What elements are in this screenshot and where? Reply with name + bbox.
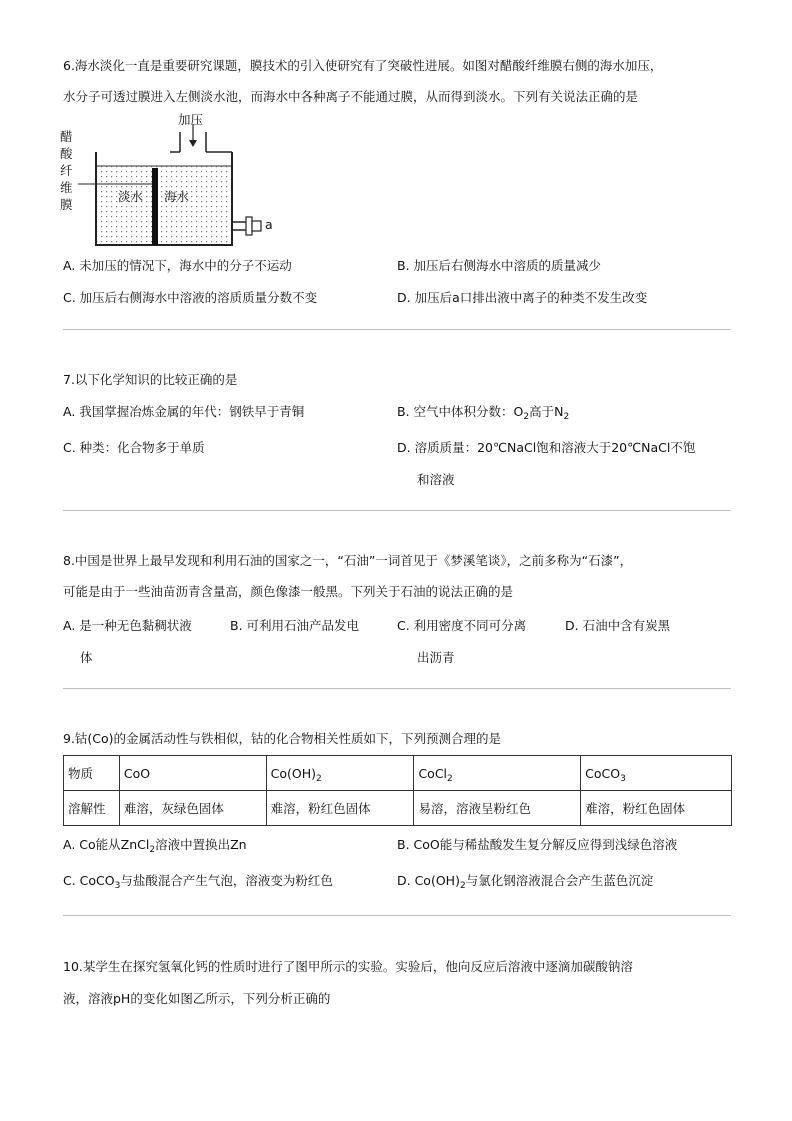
- q10-stem-line2: 液，溶液pH的变化如图乙所示，下列分析正确的: [63, 991, 331, 1006]
- divider: [63, 915, 731, 916]
- membrane-label-char: 膜: [60, 197, 73, 212]
- tank-drawing: [60, 110, 300, 250]
- q6-option-a: A. 未加压的情况下，海水中的分子不运动: [63, 258, 292, 273]
- table-cell: 溶解性: [64, 791, 120, 826]
- table-header-row: [64, 756, 732, 791]
- outlet-pipe: [232, 222, 246, 230]
- membrane-label-char: 纤: [60, 163, 73, 178]
- q7-stem: 7.以下化学知识的比较正确的是: [63, 372, 238, 387]
- table-cell: CoO: [119, 756, 266, 791]
- table-cell: 物质: [64, 756, 120, 791]
- membrane-label-char: 维: [60, 180, 73, 195]
- outlet-valve-cap: [252, 221, 261, 231]
- table-cell: CoCl$_2$: [414, 756, 581, 791]
- table-cell: 易溶，溶液呈粉红色: [414, 791, 581, 826]
- table-cell: 难溶，粉红色固体: [581, 791, 732, 826]
- fresh-water-label: 淡水: [118, 189, 144, 204]
- divider: [63, 329, 731, 330]
- q7-option-c: C. 种类：化合物多于单质: [63, 440, 205, 455]
- q9-stem: 9.钴(Co)的金属活动性与铁相似，钴的化合物相关性质如下，下列预测合理的是: [63, 731, 502, 746]
- table-cell: CoCO$_3$: [581, 756, 732, 791]
- q8-option-b: B. 可利用石油产品发电: [230, 618, 360, 633]
- q7-option-b: B. 空气中体积分数：$O_2$高于$N_2$: [397, 404, 570, 422]
- q8-option-c-line1: C. 利用密度不同可分离: [397, 618, 527, 633]
- q10-stem-line1: 10.某学生在探究氢氧化钙的性质时进行了图甲所示的实验。实验后，他向反应后溶液中逐滴加碳酸钠溶: [63, 959, 633, 974]
- desalination-diagram: [60, 110, 300, 250]
- q9-option-a: A. Co能从ZnCl$_2$溶液中置换出Zn: [63, 837, 247, 855]
- q8-option-a-line2: 体: [80, 650, 93, 665]
- divider: [63, 510, 731, 511]
- table-cell: 难溶，灰绿色固体: [119, 791, 266, 826]
- divider: [63, 688, 731, 689]
- table-row: [64, 791, 732, 826]
- q8-option-c-line2: 出沥青: [417, 650, 455, 665]
- outlet-valve: [246, 217, 252, 235]
- table-cell: 难溶，粉红色固体: [266, 791, 414, 826]
- q9-option-b: B. CoO能与稀盐酸发生复分解反应得到浅绿色溶液: [397, 837, 678, 852]
- sea-water-label: 海水: [164, 189, 190, 204]
- membrane-label-char: 醋: [60, 129, 73, 144]
- q7-option-d-line1: D. 溶质质量：20℃NaCl饱和溶液大于20℃NaCl不饱: [397, 440, 696, 455]
- q8-stem-line2: 可能是由于一些油苗沥青含量高，颜色像漆一般黑。下列关于石油的说法正确的是: [63, 584, 514, 599]
- pressure-arrowhead: [189, 140, 197, 147]
- cobalt-properties-table: [63, 755, 732, 826]
- outlet-label: a: [265, 217, 273, 232]
- table-cell: $Co(OH)_2$: [266, 756, 414, 791]
- q7-option-d-line2: 和溶液: [417, 472, 455, 487]
- q6-option-c: C. 加压后右侧海水中溶液的溶质质量分数不变: [63, 290, 318, 305]
- membrane-label-char: 酸: [60, 146, 73, 161]
- water-fill: [97, 166, 231, 244]
- q6-stem-line1: 6.海水淡化一直是重要研究课题，膜技术的引入使研究有了突破性进展。如图对醋酸纤维膜右侧的海水加压，: [63, 58, 663, 73]
- q9-option-c: C. CoCO$_3$与盐酸混合产生气泡，溶液变为粉红色: [63, 873, 333, 891]
- q9-option-d: D. $Co(OH)_2$与氯化钢溶液混合会产生蓝色沉淀: [397, 873, 654, 891]
- q6-option-b: B. 加压后右侧海水中溶质的质量减少: [397, 258, 602, 273]
- q8-option-d: D. 石油中含有炭黑: [565, 618, 671, 633]
- q6-option-d: D. 加压后a口排出液中离子的种类不发生改变: [397, 290, 648, 305]
- pressure-label: 加压: [178, 112, 204, 127]
- q8-stem-line1: 8.中国是世界上最早发现和利用石油的国家之一，“石油”一词首见于《梦溪笔谈》，之前多称为“石漆”，: [63, 553, 633, 568]
- membrane: [152, 168, 158, 245]
- q6-stem-line2: 水分子可透过膜进入左侧淡水池，而海水中各种离子不能通过膜，从而得到淡水。下列有关说法正确的是: [63, 89, 639, 104]
- q8-option-a-line1: A. 是一种无色黏稠状液: [63, 618, 192, 633]
- q7-option-a: A. 我国掌握冶炼金属的年代：钢铁早于青铜: [63, 404, 305, 419]
